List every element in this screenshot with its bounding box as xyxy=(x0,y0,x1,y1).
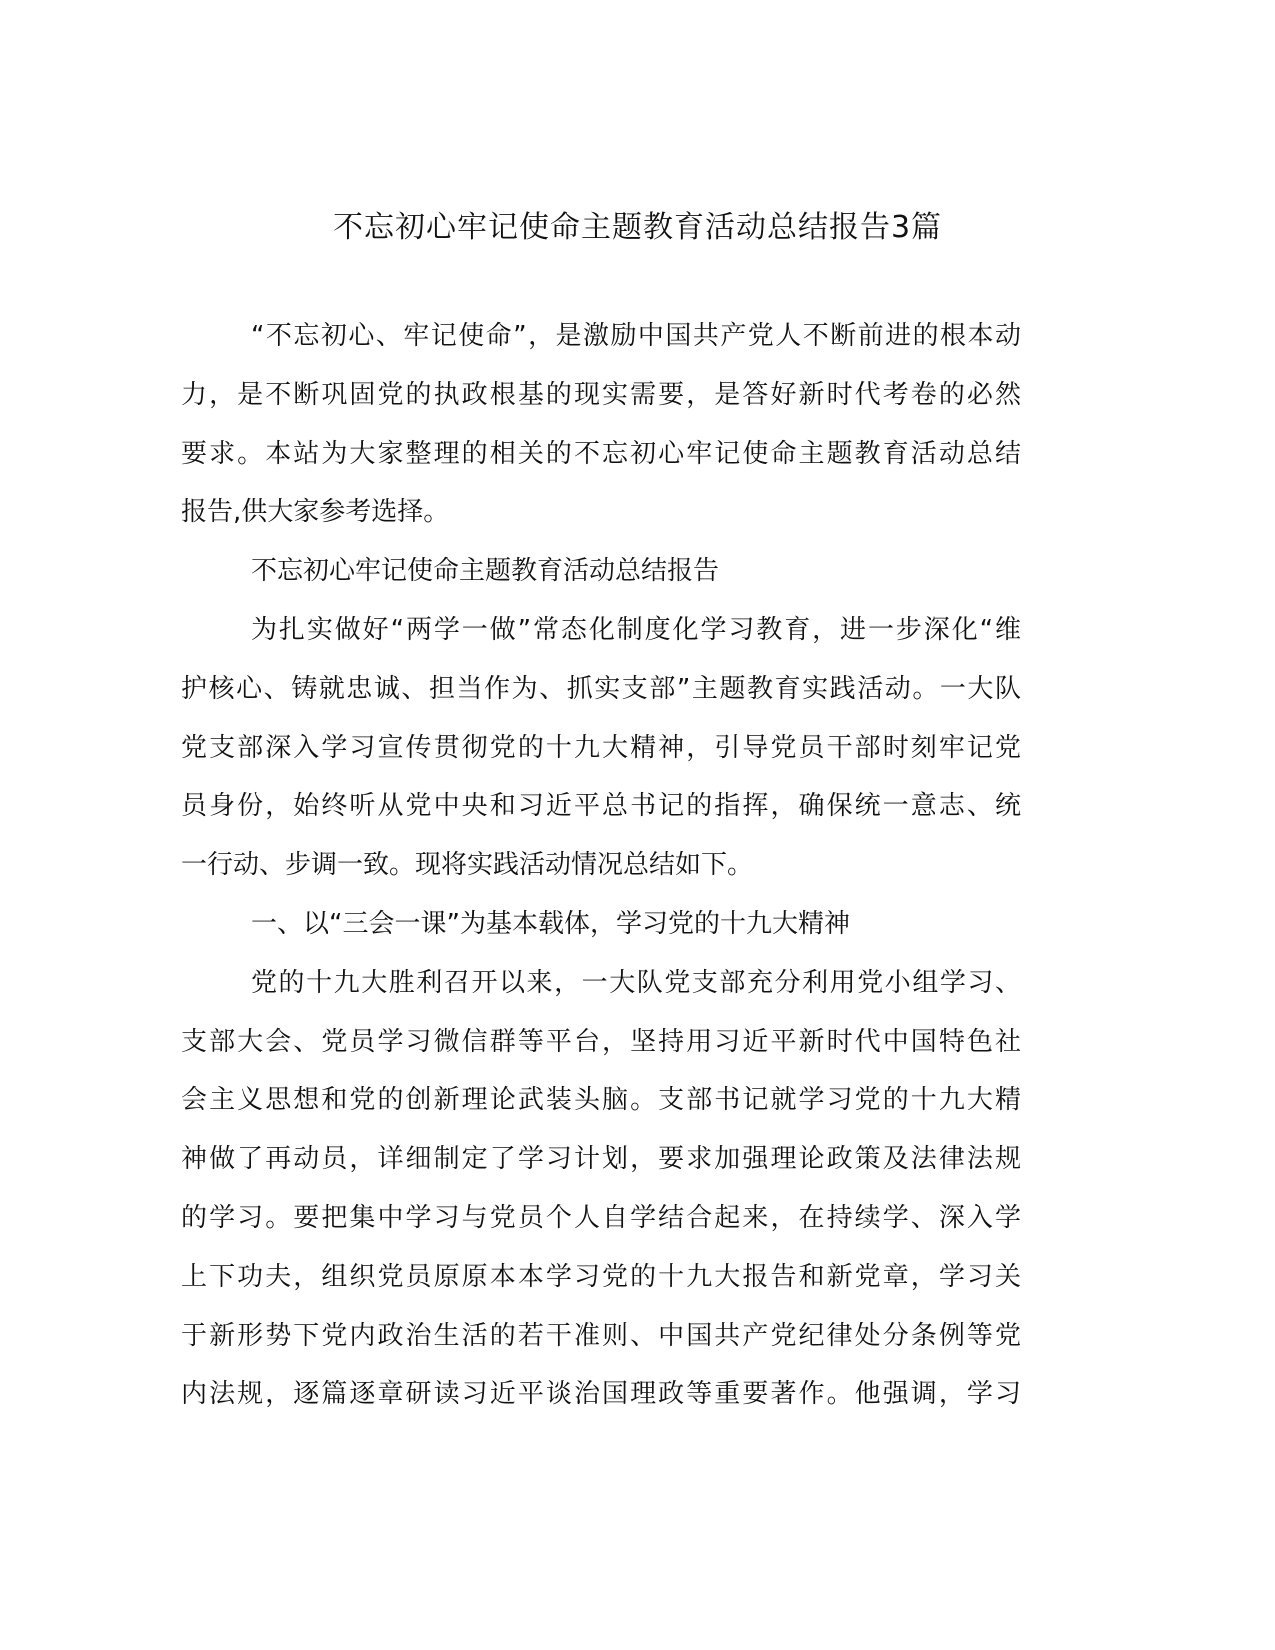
text-line: 的学习。要把集中学习与党员个人自学结合起来，在持续学、深入学 xyxy=(181,1202,1021,1233)
text-line: 党的十九大胜利召开以来，一大队党支部充分利用党小组学习、 xyxy=(251,967,1021,998)
text-line: 不忘初心牢记使命主题教育活动总结报告 xyxy=(251,556,720,587)
text-line: 党支部深入学习宣传贯彻党的十九大精神，引导党员干部时刻牢记党 xyxy=(181,732,1021,763)
text-line: 为扎实做好“两学一做”常态化制度化学习教育，进一步深化“维 xyxy=(251,614,1021,645)
document-body xyxy=(181,318,1021,1435)
text-line: “不忘初心、牢记使命”，是激励中国共产党人不断前进的根本动 xyxy=(251,321,1021,351)
text-line: 内法规，逐篇逐章研读习近平谈治国理政等重要著作。他强调，学习 xyxy=(181,1379,1021,1410)
text-line: 会主义思想和党的创新理论武装头脑。支部书记就学习党的十九大精 xyxy=(181,1085,1021,1116)
text-line: 员身份，始终听从党中央和习近平总书记的指挥，确保统一意志、统 xyxy=(181,791,1021,822)
document-title: 不忘初心牢记使命主题教育活动总结报告3篇 xyxy=(332,210,943,245)
text-line: 要求。本站为大家整理的相关的不忘初心牢记使命主题教育活动总结 xyxy=(181,438,1021,469)
text-line: 神做了再动员，详细制定了学习计划，要求加强理论政策及法律法规 xyxy=(181,1144,1021,1175)
text-line: 上下功夫，组织党员原原本本学习党的十九大报告和新党章，学习关 xyxy=(181,1261,1021,1292)
text-line: 一行动、步调一致。现将实践活动情况总结如下。 xyxy=(181,850,754,881)
text-line: 力，是不断巩固党的执政根基的现实需要，是答好新时代考卷的必然 xyxy=(181,379,1021,410)
text-line: 护核心、铸就忠诚、担当作为、抓实支部”主题教育实践活动。一大队 xyxy=(181,673,1021,704)
text-line: 一、以“三会一课”为基本载体，学习党的十九大精神 xyxy=(251,908,850,939)
text-line: 报告,供大家参考选择。 xyxy=(181,497,450,528)
text-line: 于新形势下党内政治生活的若干准则、中国共产党纪律处分条例等党 xyxy=(181,1320,1021,1351)
text-line: 支部大会、党员学习微信群等平台，坚持用习近平新时代中国特色社 xyxy=(181,1026,1021,1057)
